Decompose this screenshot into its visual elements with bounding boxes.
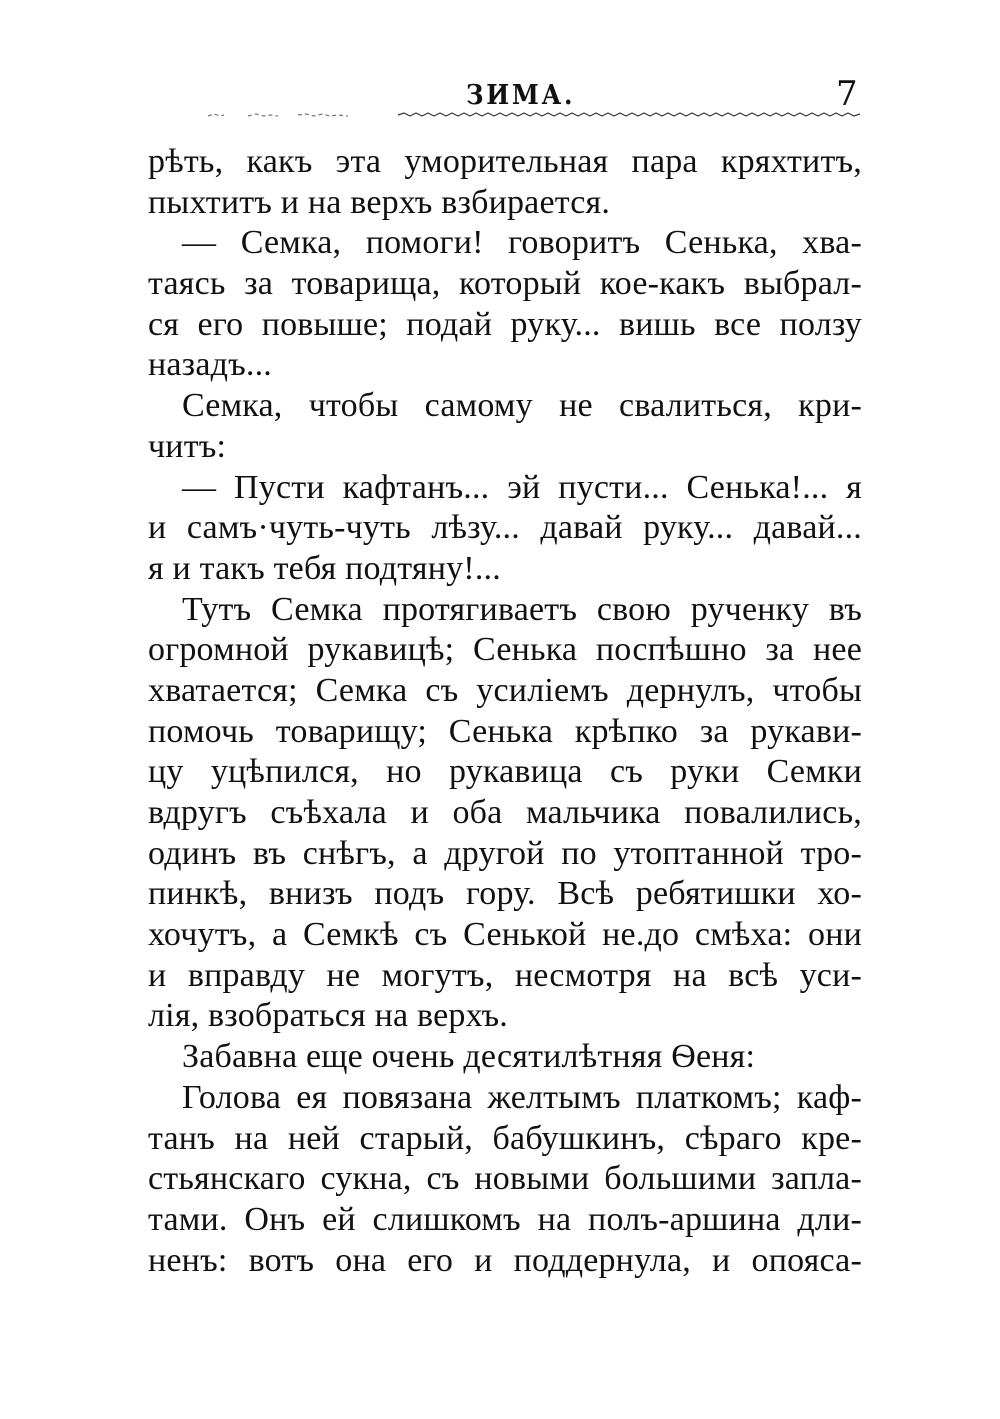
- text-line: одинъ въ снѣгъ, а другой по утоптанной тро-: [148, 834, 862, 872]
- text-line: вдругъ съѣхала и оба мальчика повалились,: [148, 794, 862, 831]
- text-line: стьянскаго сукна, съ новыми большими запла-: [148, 1160, 862, 1198]
- text-line: и вправду не могутъ, несмотря на всѣ уси-: [148, 956, 862, 994]
- text-line: тами. Онъ ей слишкомъ на полъ-аршина дли-: [148, 1200, 862, 1238]
- text-line: огромной рукавицѣ; Сенька поспѣшно за нее: [148, 631, 862, 669]
- text-line: читъ:: [148, 427, 227, 465]
- text-line: пыхтитъ и на верхъ взбирается.: [148, 183, 611, 221]
- text-line: танъ на ней старый, бабушкинъ, сѣраго кре-: [148, 1119, 862, 1157]
- body-text: [148, 142, 862, 1281]
- text-line: назадъ...: [148, 346, 272, 384]
- text-line: хочутъ, а Семкѣ съ Сенькой не.до смѣха: они: [148, 916, 862, 954]
- text-line: ся его повыше; подай руку... вишь все ползу: [148, 305, 862, 343]
- text-line: цу уцѣпился, но рукавица съ руки Семки: [148, 753, 862, 791]
- text-line: Забавна еще очень десятилѣтняя Ѳеня:: [182, 1038, 756, 1076]
- text-line: хватается; Семка съ усиліемъ дернулъ, чтобы: [148, 671, 862, 709]
- text-line: и самъ·чуть-чуть лѣзу... давай руку... давай...: [148, 509, 862, 547]
- page-number: 7: [836, 74, 858, 114]
- running-head: [0, 72, 1000, 122]
- text-line: лія, взобраться на верхъ.: [148, 997, 508, 1035]
- text-line: — Семка, помоги! говоритъ Сенька, хва-: [182, 224, 862, 262]
- text-line: таясь за товарища, который кое-какъ выбрал-: [148, 265, 862, 303]
- text-line: Голова ея повязана желтымъ платкомъ; каф-: [182, 1078, 862, 1116]
- text-line: Семка, чтобы самому не свалиться, кри-: [182, 387, 862, 425]
- text-line: пинкѣ, внизъ подъ гору. Всѣ ребятишки хо-: [148, 875, 862, 913]
- header-rule: [208, 110, 860, 120]
- running-title: ЗИМА.: [466, 80, 576, 111]
- text-line: ненъ: вотъ она его и поддернула, и опояса-: [148, 1241, 862, 1279]
- text-line: Тутъ Семка протягиваетъ свою рученку въ: [182, 590, 862, 628]
- text-line: помочь товарищу; Сенька крѣпко за рукави-: [148, 712, 862, 750]
- text-line: — Пусти кафтанъ... эй пусти... Сенька!... я: [182, 468, 862, 506]
- text-line: я и такъ тебя подтяну!...: [148, 549, 501, 587]
- text-line: рѣть, какъ эта уморительная пара кряхтитъ,: [148, 143, 862, 180]
